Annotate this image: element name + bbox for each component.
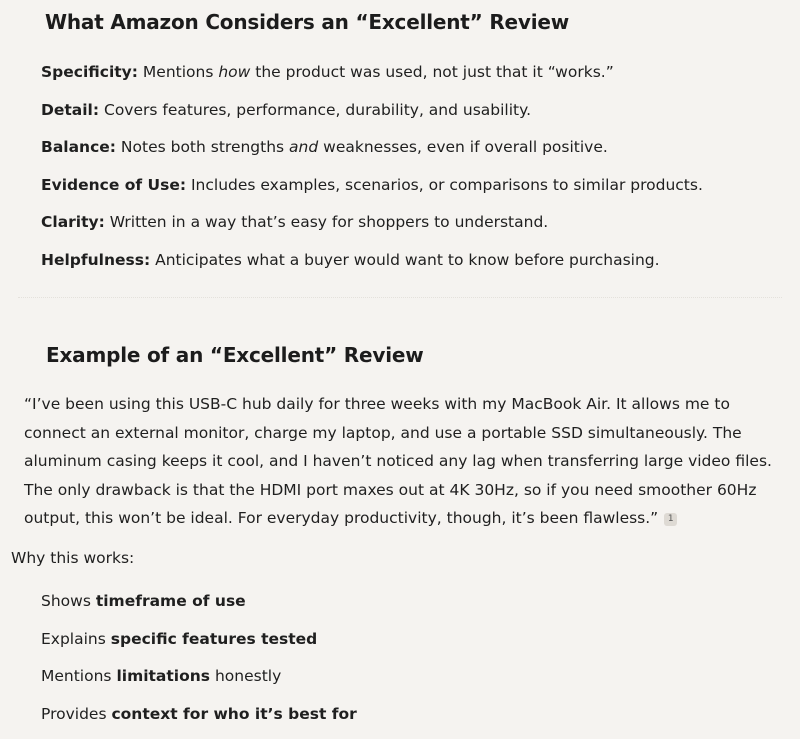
quote-line: output, this won’t be ideal. For everyday productivity, though, it’s been flawless.” xyxy=(24,509,659,527)
why-item-text: Explains xyxy=(41,629,111,648)
why-this-works-label: Why this works: xyxy=(11,549,135,567)
example-review-quote xyxy=(24,390,794,533)
quote-line-last xyxy=(24,504,794,533)
why-item xyxy=(41,627,357,665)
quote-line: The only drawback is that the HDMI port maxes out at 4K 30Hz, so if you need smoother 60Hz xyxy=(24,480,757,499)
criteria-term: Specificity: xyxy=(41,63,138,81)
criteria-emphasis: and xyxy=(289,138,319,157)
criteria-item-clarity xyxy=(41,210,703,248)
criteria-term: Helpfulness: xyxy=(41,250,151,269)
why-item xyxy=(41,702,357,739)
section-divider xyxy=(18,297,782,298)
criteria-term: Evidence of Use: xyxy=(41,175,187,194)
criteria-text: Mentions xyxy=(137,63,219,81)
criteria-item-specificity xyxy=(41,60,703,98)
why-list xyxy=(41,589,357,739)
criteria-text: Covers features, performance, durability, and usability. xyxy=(99,100,532,119)
why-item-text: honestly xyxy=(210,667,282,686)
why-item-text: Shows xyxy=(41,592,96,610)
why-item-bold: context for who it’s best for xyxy=(111,704,357,723)
criteria-item-helpfulness xyxy=(41,248,703,286)
criteria-heading: What Amazon Considers an “Excellent” Review xyxy=(45,10,570,34)
criteria-text: Written in a way that’s easy for shoppers to understand. xyxy=(104,213,549,232)
criteria-term: Clarity: xyxy=(41,213,105,232)
why-item-text: Provides xyxy=(41,704,112,723)
criteria-text: the product was used, not just that it “works.” xyxy=(250,63,614,81)
criteria-item-detail xyxy=(41,98,703,136)
why-item xyxy=(41,664,357,702)
why-item-bold: limitations xyxy=(116,667,211,686)
criteria-item-balance xyxy=(41,135,703,173)
criteria-text: Notes both strengths xyxy=(115,138,290,157)
citation-badge[interactable]: 1 xyxy=(664,513,677,526)
quote-line: “I’ve been using this USB-C hub daily for three weeks with my MacBook Air. It allows me to xyxy=(24,395,730,413)
criteria-list xyxy=(41,60,703,286)
criteria-text: Includes examples, scenarios, or comparisons to similar products. xyxy=(186,175,703,194)
criteria-item-evidence xyxy=(41,173,703,211)
criteria-text: weaknesses, even if overall positive. xyxy=(318,138,608,157)
why-item-text: Mentions xyxy=(41,667,117,686)
why-item-bold: specific features tested xyxy=(110,629,318,648)
quote-line: connect an external monitor, charge my laptop, and use a portable SSD simultaneously. The xyxy=(24,423,742,442)
criteria-emphasis: how xyxy=(218,63,251,81)
criteria-text: Anticipates what a buyer would want to know before purchasing. xyxy=(150,250,660,269)
example-heading: Example of an “Excellent” Review xyxy=(46,343,424,367)
criteria-term: Detail: xyxy=(41,100,100,119)
quote-line: aluminum casing keeps it cool, and I haven’t noticed any lag when transferring large video files. xyxy=(24,452,772,470)
why-item xyxy=(41,589,357,627)
why-item-bold: timeframe of use xyxy=(95,592,246,610)
criteria-term: Balance: xyxy=(41,138,116,157)
